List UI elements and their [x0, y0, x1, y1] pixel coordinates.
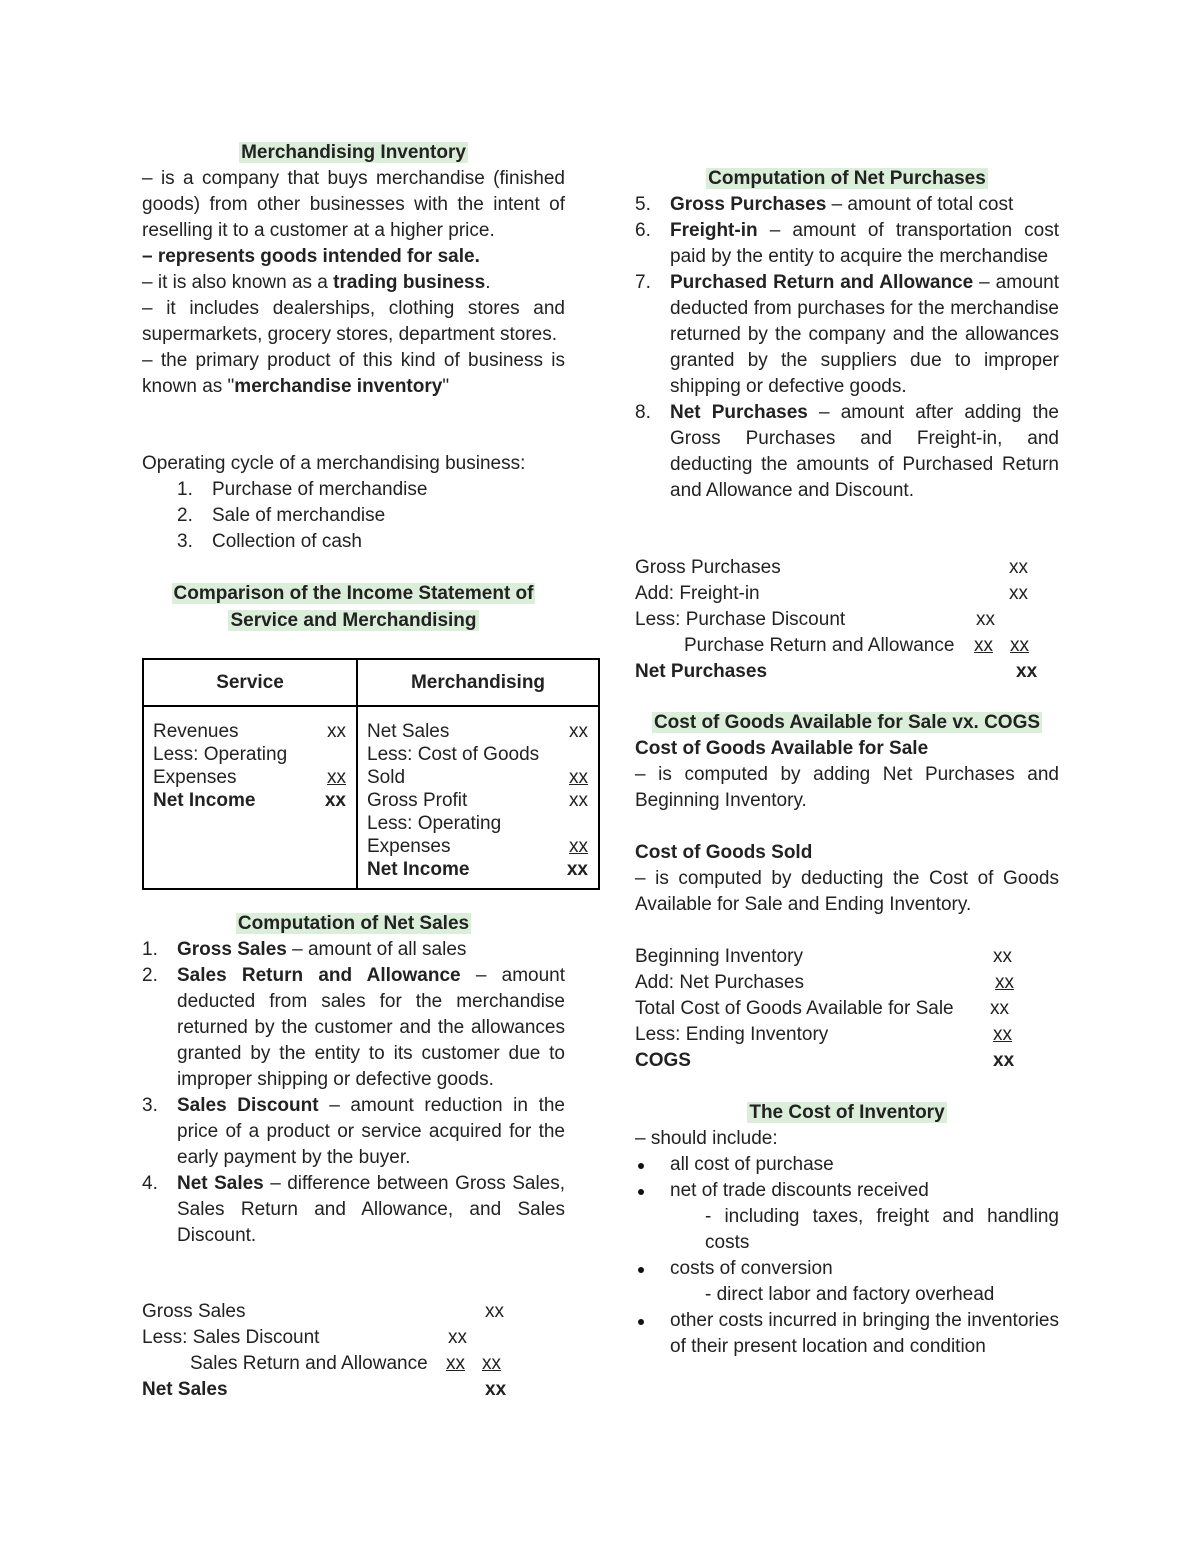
merchandising-definition — [142, 166, 565, 400]
calc-row: Total Cost of Goods Available for Sale xx — [635, 998, 1009, 1019]
comparison-heading: Comparison of the Income Statement of Service and Merchandising — [173, 583, 534, 631]
table-row: Less: Cost of Goods — [367, 744, 540, 765]
inventory-bullets — [635, 1152, 1059, 1204]
cgas-text: – is computed by adding Net Purchases and Beginning Inventory. — [635, 764, 1059, 811]
inventory-sub-item: - including taxes, freight and handling costs — [705, 1206, 1059, 1253]
merchandising-body-cell — [357, 706, 599, 889]
cogs-text: – is computed by deducting the Cost of Goods Available for Sale and Ending Inventory. — [635, 868, 1059, 915]
net-purchases-calculation — [635, 555, 1059, 685]
cgas-heading: Cost of Goods Available for Sale — [635, 738, 929, 759]
table-row: Less: Operating — [367, 813, 502, 834]
net-purchases-list — [635, 192, 1059, 504]
list-item: 4. Net Sales – difference between Gross Sales, Sales Return and Allowance, and Sales Discount. — [142, 1173, 566, 1246]
list-item: 1. Purchase of merchandise — [177, 479, 428, 500]
net-purchases-heading: Computation of Net Purchases — [708, 168, 986, 189]
cogs-heading: Cost of Goods Available for Sale vx. COGS — [653, 712, 1041, 733]
cogs-section — [635, 840, 1059, 918]
cogs-calculation — [635, 944, 1059, 1074]
cost-of-inventory-heading: The Cost of Inventory — [749, 1102, 945, 1123]
calc-row: Less: Purchase Discount xx — [635, 609, 995, 630]
list-item: 3. Collection of cash — [177, 531, 362, 552]
calc-row: Less: Sales Discount xx — [142, 1327, 467, 1348]
list-item: 3. Sales Discount – amount reduction in the price of a product or service acquired for the early payment by the buyer. — [142, 1095, 565, 1168]
merchandising-header-cell: Merchandising — [357, 659, 599, 706]
bullet-icon — [638, 1163, 644, 1169]
table-row: Expenses xx — [153, 767, 346, 788]
calc-row: Add: Net Purchases xx — [635, 972, 1014, 993]
table-row: Net Sales xx — [367, 721, 588, 742]
net-sales-list — [142, 937, 565, 1249]
cgas-section — [635, 736, 1059, 814]
inventory-intro: – should include: — [635, 1128, 778, 1149]
inventory-sub-item: - direct labor and factory overhead — [705, 1284, 995, 1305]
net-sales-calculation — [142, 1299, 565, 1403]
list-item: costs of conversion — [635, 1256, 1059, 1282]
operating-cycle-intro: Operating cycle of a merchandising business: — [142, 453, 526, 474]
cogs-subheading: Cost of Goods Sold — [635, 842, 813, 863]
operating-cycle-list — [142, 477, 565, 555]
list-item: all cost of purchase — [635, 1152, 1059, 1178]
table-row: Net Income xx — [153, 790, 346, 811]
merch-line: – is a company that buys merchandise (finished goods) from other businesses with the intent of reselling it to a customer at a higher price. — [142, 168, 565, 241]
list-item: 1. Gross Sales – amount of all sales — [142, 939, 467, 960]
represents-line: – represents goods intended for sale. — [142, 246, 480, 267]
calc-row: Gross Purchases xx — [635, 557, 1028, 578]
list-item: other costs incurred in bringing the inventories of their present location and condition — [635, 1308, 1059, 1360]
table-row: Revenues xx — [153, 721, 346, 742]
calc-row: Sales Return and Allowance xx xx — [190, 1353, 501, 1374]
list-item: 2. Sale of merchandise — [177, 505, 386, 526]
list-item: 5. Gross Purchases – amount of total cost — [635, 194, 1014, 215]
calc-row: Beginning Inventory xx — [635, 946, 1012, 967]
list-item: 6. Freight-in – amount of transportation cost paid by the entity to acquire the merchandise — [635, 220, 1059, 267]
calc-row: Add: Freight-in xx — [635, 583, 1028, 604]
trading-line: – it is also known as a trading business. — [142, 272, 491, 293]
list-item: net of trade discounts received — [635, 1178, 1059, 1204]
operating-cycle — [142, 451, 565, 555]
calc-row: Gross Sales xx — [142, 1301, 504, 1322]
net-sales-heading: Computation of Net Sales — [237, 913, 470, 934]
calc-row: COGS xx — [635, 1050, 1015, 1071]
service-body-cell — [143, 706, 357, 889]
primary-product-line: – the primary product of this kind of business is known as "merchandise inventory" — [142, 350, 565, 397]
bullet-icon — [638, 1267, 644, 1273]
includes-line: – it includes dealerships, clothing stores and supermarkets, grocery stores, department stores. — [142, 298, 565, 345]
list-item: 7. Purchased Return and Allowance – amount deducted from purchases for the merchandise returned by the company and the allowances granted by the suppliers due to improper shipping or defective goods. — [635, 272, 1059, 397]
list-item: 2. Sales Return and Allowance – amount deducted from sales for the merchandise returned by the customer and the allowances granted by the entity to its customer due to improper shipping or defective goods. — [142, 965, 566, 1090]
calc-row: Net Purchases xx — [635, 661, 1038, 682]
table-row: Net Income xx — [367, 859, 588, 880]
table-row: Sold xx — [367, 767, 588, 788]
bullet-icon — [638, 1189, 644, 1195]
calc-row: Net Sales xx — [142, 1379, 507, 1400]
calc-row: Purchase Return and Allowance xx xx — [684, 635, 1029, 656]
cost-of-inventory-section — [635, 1126, 1059, 1360]
bullet-icon — [638, 1319, 644, 1325]
calc-row: Less: Ending Inventory xx — [635, 1024, 1012, 1045]
list-item: 8. Net Purchases – amount after adding the Gross Purchases and Freight-in, and deducting the amounts of Purchased Return and Allowance and Discount. — [635, 402, 1059, 501]
table-row: Expenses xx — [367, 836, 588, 857]
merchandising-inventory-heading: Merchandising Inventory — [241, 142, 466, 163]
comparison-table — [142, 658, 600, 890]
table-row: Less: Operating — [153, 744, 288, 765]
service-header-cell: Service — [143, 659, 357, 706]
table-row: Gross Profit xx — [367, 790, 588, 811]
